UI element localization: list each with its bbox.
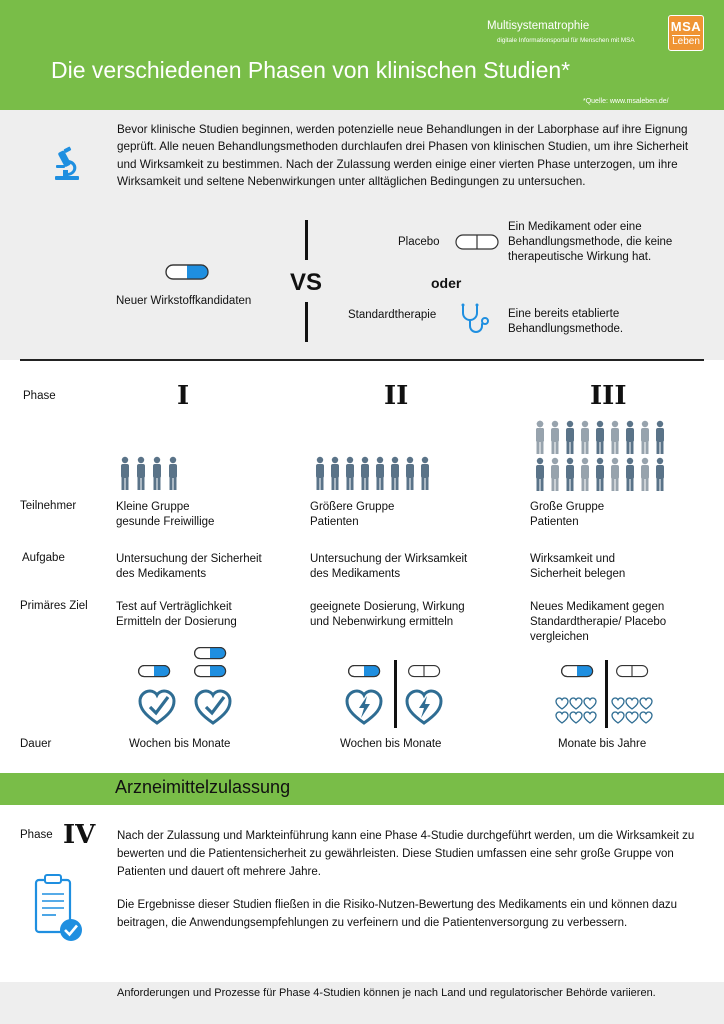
phase-2-task-line-1: Untersuchung der Wirksamkeit bbox=[310, 553, 468, 565]
phase-4-numeral: IV bbox=[63, 820, 96, 850]
phase-3-goal-line-2: Standardtherapie/ Placebo bbox=[530, 616, 667, 628]
msa-leben-logo[interactable] bbox=[668, 15, 704, 51]
phase-1-participants bbox=[116, 500, 214, 530]
phase-3-goal-line-3: vergleichen bbox=[530, 631, 589, 643]
pill-icon bbox=[165, 264, 209, 280]
phase-3-task bbox=[530, 552, 625, 582]
phase-1-task-line-2: des Medikaments bbox=[116, 568, 207, 580]
phase-2-goal-line-1: geeignete Dosierung, Wirkung bbox=[310, 601, 465, 613]
header-banner bbox=[0, 0, 724, 110]
large-group-icon bbox=[533, 420, 679, 494]
brand-subtitle: digitale Informationsportal für Menschen mit MSA bbox=[497, 37, 635, 44]
intro-text: Bevor klinische Studien beginnen, werden potenzielle neue Behandlungen in der Laborphase auf ihre Eignung geprüft. Alle neuen Behandlungsmethoden durchlaufen drei Phasen von klinischen Studien, um ihre Sicherheit und Wirksamkeit zu bestimmen. Nach der Zulassung werden einige einer vierten Phase unterzogen, um ihre Wirksamkeit und seltene Nebenwirkungen unter alltäglichen Bedingungen zu untersuchen. bbox=[117, 123, 689, 188]
microscope-icon bbox=[52, 146, 82, 182]
phase-2-participants bbox=[310, 500, 394, 530]
logo-text-top: MSA bbox=[670, 19, 702, 34]
phase-2-task bbox=[310, 552, 467, 582]
new-candidate-label: Neuer Wirkstoffkandidaten bbox=[116, 295, 252, 307]
small-group-icon bbox=[118, 456, 184, 492]
phase-4-paragraph-2: Die Ergebnisse dieser Studien fließen in die Risiko-Nutzen-Bewertung des Medikaments ein und können dazu beitragen, die Anwendungsempfehlungen zu verfeinern und die Patientenversorgung zu verbessern. bbox=[117, 899, 677, 929]
stethoscope-icon bbox=[457, 302, 493, 336]
phase-1-duration: Wochen bis Monate bbox=[129, 738, 231, 750]
larger-group-icon bbox=[313, 456, 441, 492]
phase-4-label: Phase bbox=[20, 829, 53, 841]
phase-2-goal bbox=[310, 600, 465, 630]
phase-1-goal bbox=[116, 600, 237, 630]
vs-divider-top bbox=[305, 220, 308, 260]
phase-2-participants-line-1: Größere Gruppe bbox=[310, 501, 395, 513]
phase-4-paragraph-1: Nach der Zulassung und Markteinführung kann eine Phase 4-Studie durchgeführt werden, um die Wirksamkeit zu bewerten und die Patientensicherheit zu gewährleisten. Diese Studien umfassen eine sehr große Gruppe von Patienten und dauert oft mehrere Jahre. bbox=[117, 830, 695, 878]
approval-banner bbox=[0, 773, 724, 805]
phase-3-numeral: III bbox=[590, 381, 627, 411]
row-label-goal: Primäres Ziel bbox=[20, 600, 88, 612]
vs-label: VS bbox=[290, 269, 323, 296]
approval-title: Arzneimittelzulassung bbox=[115, 777, 291, 797]
row-label-task: Aufgabe bbox=[22, 552, 65, 564]
row-label-participants: Teilnehmer bbox=[20, 500, 77, 512]
phase-2-participants-line-2: Patienten bbox=[310, 516, 359, 528]
phase-1-participants-line-2: gesunde Freiwillige bbox=[116, 516, 215, 528]
phase-2-duration: Wochen bis Monate bbox=[340, 738, 442, 750]
phase-1-task bbox=[116, 552, 262, 582]
placebo-desc-2: Behandlungsmethode, die keine bbox=[508, 236, 673, 248]
source-note: *Quelle: www.msaleben.de/ bbox=[583, 98, 669, 105]
phase-1-goal-line-2: Ermitteln der Dosierung bbox=[116, 616, 237, 628]
phase-1-goal-line-1: Test auf Verträglichkeit bbox=[116, 601, 232, 613]
phase-1-illustration bbox=[136, 644, 246, 728]
row-label-phase: Phase bbox=[23, 390, 56, 402]
phase-3-task-line-2: Sicherheit belegen bbox=[530, 568, 626, 580]
standard-desc-2: Behandlungsmethode. bbox=[508, 323, 624, 335]
phase-3-illustration bbox=[554, 660, 660, 728]
row-label-duration: Dauer bbox=[20, 738, 52, 750]
phase-2-task-line-2: des Medikaments bbox=[310, 568, 401, 580]
phase-2-illustration bbox=[344, 660, 448, 728]
phase-3-participants-line-1: Große Gruppe bbox=[530, 501, 605, 513]
placebo-desc-1: Ein Medikament oder eine bbox=[508, 221, 642, 233]
phase-1-numeral: I bbox=[177, 381, 190, 411]
page-title: Die verschiedenen Phasen von klinischen Studien* bbox=[51, 57, 571, 83]
phase-2-goal-line-2: und Nebenwirkung ermitteln bbox=[310, 616, 454, 628]
brand-name: Multisystematrophie bbox=[487, 20, 590, 32]
phase-1-task-line-1: Untersuchung der Sicherheit bbox=[116, 553, 262, 565]
placebo-pill-icon bbox=[455, 234, 499, 250]
phase-3-goal-line-1: Neues Medikament gegen bbox=[530, 601, 665, 613]
standard-desc-1: Eine bereits etablierte bbox=[508, 308, 620, 320]
phase-3-task-line-1: Wirksamkeit und bbox=[530, 553, 615, 565]
clipboard-check-icon bbox=[34, 874, 84, 944]
section-divider bbox=[20, 359, 704, 361]
phase-3-participants bbox=[530, 500, 604, 530]
phase-3-goal bbox=[530, 600, 666, 645]
phase-2-numeral: II bbox=[384, 381, 409, 411]
standard-therapy-label: Standardtherapie bbox=[348, 309, 437, 321]
oder-label: oder bbox=[431, 275, 462, 291]
vs-divider-bottom bbox=[305, 302, 308, 342]
footer-note: Anforderungen und Prozesse für Phase 4-Studien können je nach Land und regulatorischer Behörde variieren. bbox=[117, 987, 656, 999]
placebo-desc-3: therapeutische Wirkung hat. bbox=[508, 251, 652, 263]
placebo-label: Placebo bbox=[398, 236, 440, 248]
logo-text-bottom: Leben bbox=[672, 36, 700, 47]
phase-3-participants-line-2: Patienten bbox=[530, 516, 579, 528]
phase-1-participants-line-1: Kleine Gruppe bbox=[116, 501, 190, 513]
phase-3-duration: Monate bis Jahre bbox=[558, 738, 647, 750]
